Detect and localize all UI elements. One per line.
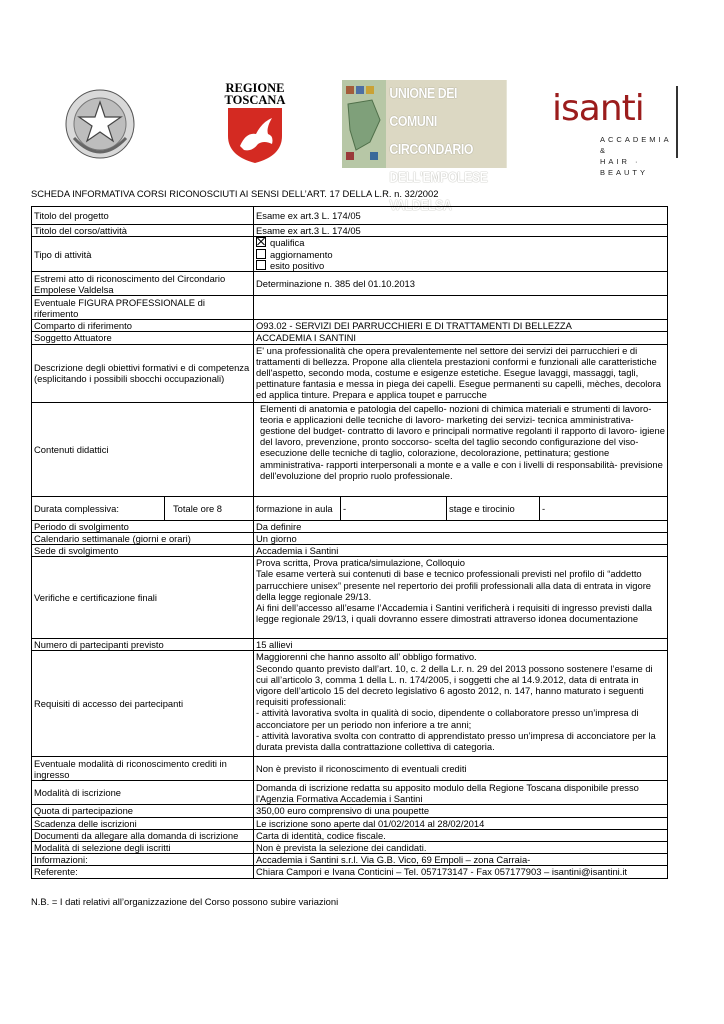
unione-text (386, 80, 507, 214)
table-row (32, 332, 668, 344)
requisiti-line: - attività lavorativa svolta in qualità di socio, dipendente o collaboratore presso un’impresa di acconciatore per un periodo non inferiore a tre anni; (256, 707, 639, 730)
unione-line-3: DELL'EMPOLESE VALDELSA (389, 170, 488, 214)
requisiti-line: Maggiorenni che hanno assolto all’ obbligo formativo. (256, 651, 477, 663)
table-row (32, 639, 668, 651)
verifiche-line: Ai fini dell’accesso all’esame l’Accademia i Santini verificherà i requisiti di ingresso previsti dalla legge regionale 29/13, i quali dovranno essere dimostrati attraverso idonea documentazione (256, 602, 653, 625)
repubblica-italiana-emblem (64, 88, 136, 160)
santini-sub-1: ACCADEMIA & (600, 135, 672, 155)
row-label: Sede di svolgimento (32, 545, 254, 557)
table-row (32, 344, 668, 402)
toscana-label: TOSCANA (224, 93, 286, 107)
row-label: Calendario settimanale (giorni e orari) (32, 532, 254, 544)
table-row (32, 842, 668, 854)
regione-label: REGIONE (225, 81, 285, 95)
row-label: Informazioni: (32, 854, 254, 866)
row-value: 15 allievi (254, 639, 668, 651)
unione-comuni-logo (342, 80, 528, 214)
regione-toscana-logo (222, 82, 288, 166)
santini-sub-2: HAIR · BEAUTY (600, 157, 649, 177)
table-row (32, 651, 668, 757)
row-label: Descrizione degli obiettivi formativi e di competenza (esplicitando i possibili sbocchi occupazionali) (32, 344, 254, 402)
row-label: Modalità di selezione degli iscritti (32, 842, 254, 854)
row-value (254, 557, 668, 639)
formazione-label: formazione in aula (254, 496, 341, 520)
document-heading: SCHEDA INFORMATIVA CORSI RICONOSCIUTI AI SENSI DELL’ART. 17 DELLA L.R. n. 32/2002 (31, 188, 439, 199)
table-row (32, 402, 668, 496)
unione-line-2: CIRCONDARIO (389, 142, 474, 158)
row-label: Contenuti didattici (32, 402, 254, 496)
requisiti-line: Secondo quanto previsto dall’art. 10, c. 2 della L.r. n. 29 del 2013 possono sostenere l’esame di cui all’articolo 3, comma 1 della L. n. 174/2005, i soggetti che al 14.9.2012, data di entrata in vigore dell’articolo 15 del decreto legislativo 6 agosto 2012, n. 147, hanno maturato i seguenti requisiti professionali: (256, 662, 653, 708)
row-value (254, 296, 668, 320)
empty-box-icon (256, 249, 266, 259)
table-row (32, 866, 668, 878)
durata-totale: Totale ore 8 (165, 496, 254, 520)
table-row (32, 496, 668, 520)
row-value: Da definire (254, 520, 668, 532)
row-label: Soggetto Attuatore (32, 332, 254, 344)
requisiti-line: - attività lavorativa svolta con contratto di apprendistato presso un’impresa di acconciatore per la durata prevista dalla contrattazione collettiva di categoria. (256, 729, 656, 753)
formazione-value: - (341, 496, 447, 520)
row-label: Eventuale FIGURA PROFESSIONALE di riferimento (32, 296, 254, 320)
row-value: Esame ex art.3 L. 174/05 (254, 225, 668, 237)
row-label: Titolo del progetto (32, 207, 254, 225)
row-value: Chiara Campori e Ivana Conticini – Tel. 057173147 - Fax 057177903 – isantini@isantini.it (254, 866, 668, 878)
table-row (32, 296, 668, 320)
row-value: Un giorno (254, 532, 668, 544)
row-label: Requisiti di accesso dei partecipanti (32, 651, 254, 757)
row-label: Documenti da allegare alla domanda di iscrizione (32, 829, 254, 841)
row-value: Determinazione n. 385 del 01.10.2013 (254, 272, 668, 296)
row-value: Accademia i Santini (254, 545, 668, 557)
table-row (32, 532, 668, 544)
row-value: Non è previsto il riconoscimento di eventuali crediti (254, 757, 668, 781)
row-value: Accademia i Santini s.r.l. Via G.B. Vico, 69 Empoli – zona Carraia- (254, 854, 668, 866)
row-label: Referente: (32, 866, 254, 878)
row-label: Periodo di svolgimento (32, 520, 254, 532)
table-row (32, 829, 668, 841)
row-label: Comparto di riferimento (32, 320, 254, 332)
row-value: Elementi di anatomia e patologia del capello- nozioni di chimica materiali e strumenti di lavoro- teoria e applicazioni delle tecniche di lavoro- marketing dei servizi- tecnica amministrativa- gestione del budget- contratto di lavoro e principali normative regolanti il rapporto di lavoro- igiene del lavoro, prevenzione, pronto soccorso- scelta del taglio secondo configurazione del viso- esecuzione delle tecniche di taglio, colorazione, decolorazione, pettinatura; gestione amministrativa- rapporti interpersonali a monte e a valle e con i livelli di responsabilità- previsione dell'evoluzione del proprio ruolo professionale. (254, 402, 668, 496)
row-value (254, 651, 668, 757)
row-value: ACCADEMIA I SANTINI (254, 332, 668, 344)
stage-label: stage e tirocinio (447, 496, 540, 520)
table-row (32, 237, 668, 272)
row-label: Numero di partecipanti previsto (32, 639, 254, 651)
verifiche-line: Tale esame verterà sui contenuti di base e tecnico professionali previsti nel profilo di “addetto parrucchiere unisex” presente nel repertorio dei profili professionali alla data di entrata in vigore della legge regionale 29/13. (256, 568, 652, 602)
table-row (32, 225, 668, 237)
table-row (32, 805, 668, 817)
checkbox-option (256, 260, 665, 271)
checked-box-icon (256, 237, 266, 247)
table-row (32, 207, 668, 225)
row-label: Titolo del corso/attività (32, 225, 254, 237)
row-label: Verifiche e certificazione finali (32, 557, 254, 639)
stage-value: - (540, 496, 668, 520)
table-row (32, 272, 668, 296)
row-value: Esame ex art.3 L. 174/05 (254, 207, 668, 225)
verifiche-line: Prova scritta, Prova pratica/simulazione, Colloquio (256, 557, 465, 569)
row-label: Tipo di attività (32, 237, 254, 272)
table-row (32, 817, 668, 829)
table-row (32, 854, 668, 866)
row-value: E' una professionalità che opera prevalentemente nel settore dei servizi dei parrucchieri e di trattamenti di bellezza. Propone alla clientela prestazioni conformi e funzionali alle caratteristiche dell'aspetto, secondo moda, costume e esigenze estetiche. Esegue lavaggi, massaggi, tagli, pettinature fantasia e messa in piega dei capelli. Esegue permanenti su capelli, mèches, decolora ed applica tinture. Prepara e applica toupet e parrucche (254, 344, 668, 402)
row-value: 350,00 euro comprensivo di una poupette (254, 805, 668, 817)
table-row (32, 781, 668, 805)
table-row (32, 557, 668, 639)
checkbox-option (256, 237, 665, 248)
row-value: Le iscrizione sono aperte dal 01/02/2014 al 28/02/2014 (254, 817, 668, 829)
row-label: Eventuale modalità di riconoscimento crediti in ingresso (32, 757, 254, 781)
unione-line-1: UNIONE DEI COMUNI (389, 86, 458, 130)
row-value: Carta di identità, codice fiscale. (254, 829, 668, 841)
santini-wordmark: isanti (552, 88, 644, 129)
table-row (32, 545, 668, 557)
checkbox-option (256, 249, 665, 260)
option-label: aggiornamento (270, 248, 333, 260)
pegasus-shield-icon (222, 106, 288, 164)
row-label: Durata complessiva: (32, 496, 165, 520)
empty-box-icon (256, 260, 266, 270)
row-value (254, 237, 668, 272)
footnote: N.B. = I dati relativi all’organizzazione del Corso possono subire variazioni (31, 896, 339, 907)
row-label: Modalità di iscrizione (32, 781, 254, 805)
option-label: qualifica (270, 237, 305, 249)
table-row (32, 320, 668, 332)
santini-subtitle (600, 134, 680, 178)
row-label: Quota di partecipazione (32, 805, 254, 817)
row-label: Estremi atto di riconoscimento del Circondario Empolese Valdelsa (32, 272, 254, 296)
course-info-table (31, 206, 668, 879)
option-label: esito positivo (270, 259, 325, 271)
row-value: Non è prevista la selezione dei candidati. (254, 842, 668, 854)
row-value: O93.02 - SERVIZI DEI PARRUCCHIERI E DI TRATTAMENTI DI BELLEZZA (254, 320, 668, 332)
table-row (32, 520, 668, 532)
santini-divider (676, 86, 678, 158)
table-row (32, 757, 668, 781)
row-value: Domanda di iscrizione redatta su apposito modulo della Regione Toscana disponibile presso l'Agenzia Formativa Accademia i Santini (254, 781, 668, 805)
isantini-logo (552, 86, 680, 177)
row-label: Scadenza delle iscrizioni (32, 817, 254, 829)
map-icon (342, 80, 386, 168)
